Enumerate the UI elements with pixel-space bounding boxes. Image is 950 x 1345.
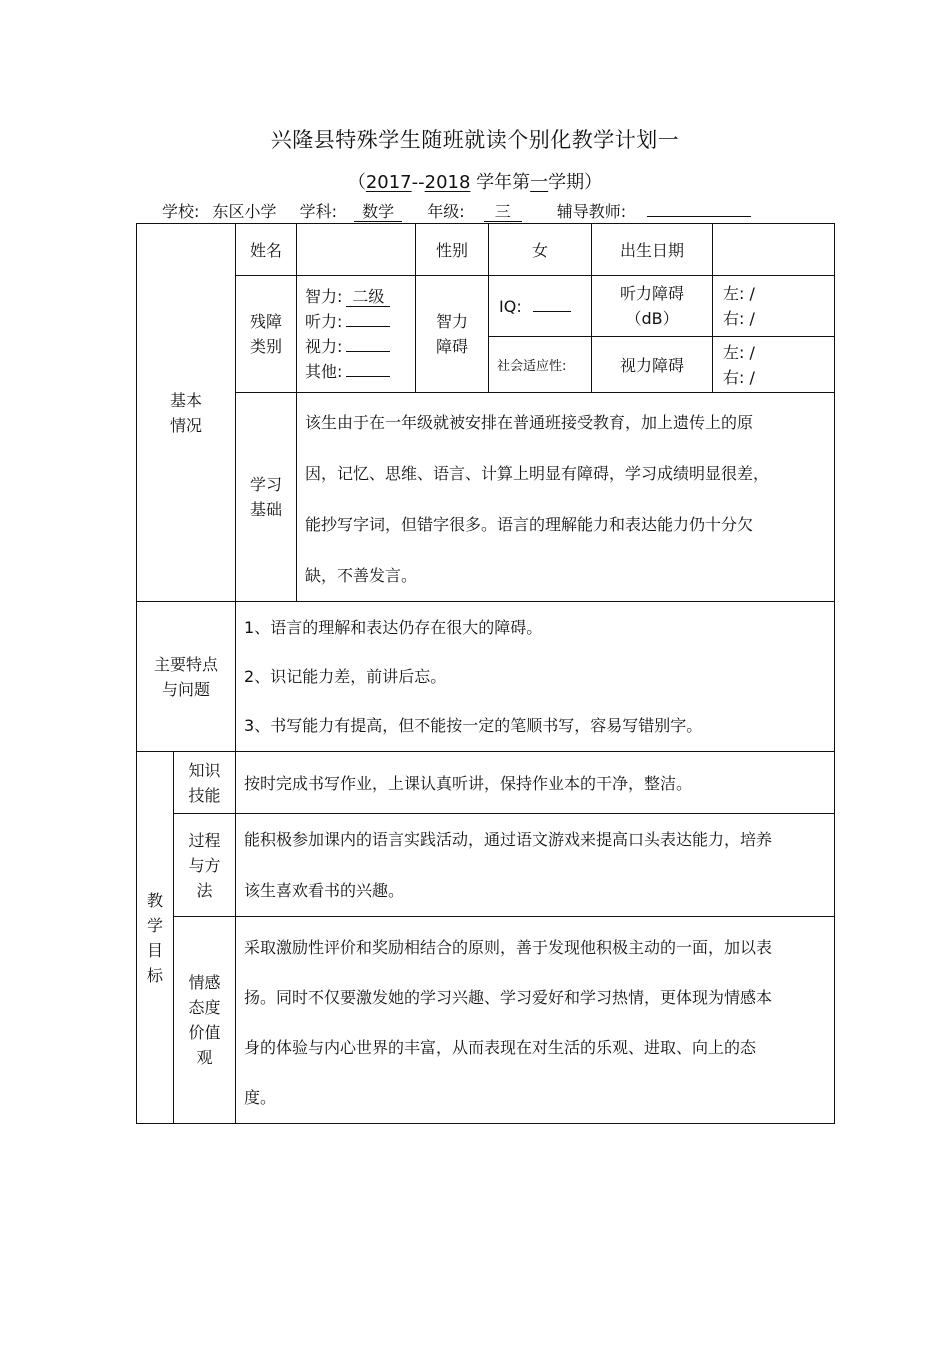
disability-item: 其他: (305, 359, 415, 384)
disability-list (297, 276, 416, 393)
gender-label: 性别 (416, 224, 489, 276)
meta-line (162, 199, 751, 222)
disability-label: 残障 类别 (236, 276, 297, 393)
knowledge-label: 知识 技能 (174, 752, 236, 814)
semester-line: （2017--2018 学年第一学期） (347, 172, 603, 193)
vision-values: 左: / 右: / (713, 337, 835, 393)
birth-value (713, 224, 835, 276)
disability-item: 听力: (305, 309, 415, 334)
feature-item: 3、书写能力有提高，但不能按一定的笔顺书写，容易写错别字。 (244, 716, 703, 735)
study-basis-text: 该生由于在一年级就被安排在普通班接受教育，加上遗传上的原因，记忆、思维、语言、计算上明显有障碍，学习成绩明显很差，能抄写字词，但错字很多。语言的理解能力和表达能力仍十分欠缺，不善发言。 (297, 393, 835, 602)
intellectual-disability-label: 智力 障碍 (416, 276, 489, 393)
school-value: 东区小学 (212, 202, 277, 221)
teacher-label: 辅导教师: (556, 202, 627, 221)
feature-item: 2、识记能力差，前讲后忘。 (244, 667, 447, 686)
basic-info-label: 基本 情况 (137, 224, 236, 602)
process-text: 能积极参加课内的语言实践活动，通过语文游戏来提高口头表达能力，培养该生喜欢看书的兴趣。 (236, 814, 835, 917)
emotion-text: 采取激励性评价和奖励相结合的原则，善于发现他积极主动的一面，加以表扬。同时不仅要激发她的学习兴趣、学习爱好和学习热情，更体现为情感本身的体验与内心世界的丰富，从而表现在对生活的乐观、进取、向上的态度。 (236, 917, 835, 1124)
adaptive-label: 社会适应性: (489, 337, 592, 393)
term: 一 (530, 172, 549, 193)
year-end: 2018 (424, 172, 471, 193)
hearing-label: 听力障碍 （dB） (592, 276, 713, 337)
iq-cell (489, 276, 592, 337)
grade-label: 年级: (427, 202, 465, 221)
teaching-goals-label: 教 学 目 标 (137, 752, 174, 1124)
document-title: 兴隆县特殊学生随班就读个别化教学计划一 (270, 128, 680, 152)
year-start: 2017 (365, 172, 412, 193)
teacher-value (647, 216, 751, 217)
subject-value: 数学 (354, 203, 402, 222)
name-value (297, 224, 416, 276)
knowledge-text: 按时完成书写作业，上课认真听讲，保持作业本的干净，整洁。 (236, 752, 835, 814)
process-label: 过程 与方 法 (174, 814, 236, 917)
vision-label: 视力障碍 (592, 337, 713, 393)
name-label: 姓名 (236, 224, 297, 276)
emotion-label: 情感 态度 价值 观 (174, 917, 236, 1124)
features-label: 主要特点 与问题 (137, 602, 236, 752)
hearing-values: 左: / 右: / (713, 276, 835, 337)
birth-label: 出生日期 (592, 224, 713, 276)
gender-value: 女 (489, 224, 592, 276)
plan-table (136, 223, 835, 1124)
study-basis-label: 学习 基础 (236, 393, 297, 602)
grade-value: 三 (484, 203, 522, 222)
feature-item: 1、语言的理解和表达仍存在很大的障碍。 (244, 618, 543, 637)
disability-item: 视力: (305, 334, 415, 359)
features-list (236, 602, 835, 752)
subject-label: 学科: (299, 202, 338, 221)
disability-item: 智力: 二级 (305, 284, 415, 309)
school-label: 学校: (162, 202, 200, 221)
iq-label: IQ: (499, 296, 522, 316)
iq-value (533, 311, 571, 312)
